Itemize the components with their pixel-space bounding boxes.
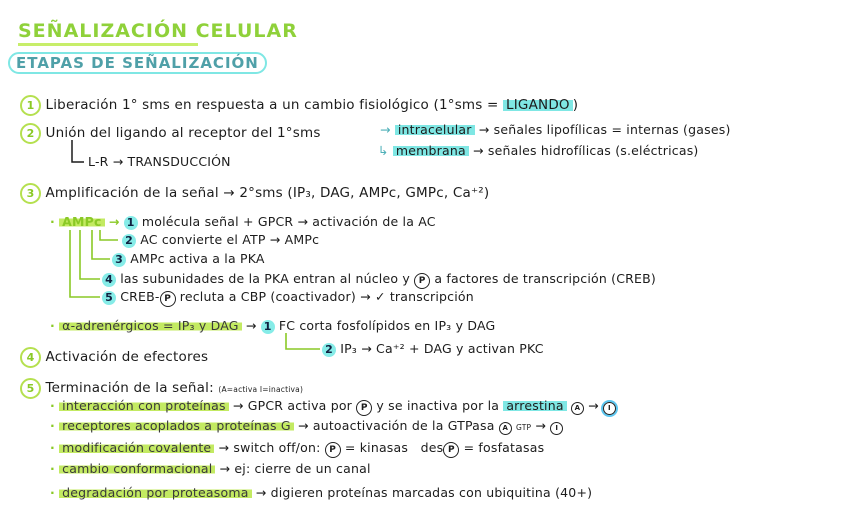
alfa-highlight: α-adrenérgicos = IP₃ y DAG bbox=[59, 318, 242, 333]
term-row-2: · receptores acoplados a proteínas G → autoactivación de la GTPasa A GTP → I bbox=[50, 418, 563, 435]
arrestina-highlight: arrestina bbox=[503, 398, 566, 413]
intracelular-highlight: intracelular bbox=[395, 122, 475, 137]
alfa-item-2-number: 2 bbox=[322, 343, 336, 357]
phosphate-icon: P bbox=[160, 291, 176, 307]
ampc-highlight: AMPc bbox=[59, 214, 104, 229]
term-4-highlight: cambio conformacional bbox=[59, 461, 215, 476]
branch-a-text: señales lipofílicas = internas (gases) bbox=[493, 122, 731, 137]
step-1-number: 1 bbox=[20, 95, 41, 116]
ampc-item-2-row bbox=[122, 232, 319, 248]
branch-b-text: señales hidrofílicas (s.eléctricas) bbox=[487, 143, 699, 158]
subtitle: ETAPAS DE SEÑALIZACIÓN bbox=[8, 52, 267, 74]
ampc-item-1-number: 1 bbox=[124, 216, 138, 230]
phosphate-icon: P bbox=[414, 273, 430, 289]
term-1-highlight: interacción con proteínas bbox=[59, 398, 229, 413]
term-row-1: · interacción con proteínas → GPCR activa por P y se inactiva por la arrestina A → I bbox=[50, 398, 616, 416]
step-5-number: 5 bbox=[20, 378, 41, 399]
step-4-text: Activación de efectores bbox=[45, 349, 209, 365]
title-underline bbox=[18, 43, 198, 46]
kinasas-text: = kinasas bbox=[344, 440, 409, 455]
des-text: des bbox=[420, 440, 444, 455]
alfa-item-2-row bbox=[322, 341, 544, 357]
phosphate-icon: P bbox=[356, 400, 372, 416]
ampc-row: · AMPc → 1 molécula señal + GPCR → activación de la AC bbox=[50, 214, 436, 229]
term-4-text: ej: cierre de un canal bbox=[234, 461, 371, 476]
term-1-text-b: y se inactiva por la bbox=[376, 398, 500, 413]
ligando-highlight: LIGANDO bbox=[503, 97, 573, 113]
term-2-text: autoactivación de la GTPasa bbox=[312, 418, 495, 433]
alfa-item-2: IP₃ → Ca⁺² + DAG y activan PKC bbox=[340, 341, 544, 356]
step-2-branch-a: → intracelular → señales lipofílicas = internas (gases) bbox=[380, 122, 731, 137]
ampc-item-3-row bbox=[112, 251, 265, 267]
step-3-text: Amplificación de la señal → 2°sms (IP₃, DAG, AMPc, GMPc, Ca⁺²) bbox=[45, 185, 490, 201]
step-1 bbox=[20, 95, 578, 116]
alfa-item-1: FC corta fosfolípidos en IP₃ y DAG bbox=[278, 318, 496, 333]
fosfatasas-text: = fosfatasas bbox=[463, 440, 545, 455]
term-2-highlight: receptores acoplados a proteínas G bbox=[59, 418, 294, 433]
ampc-item-2: AC convierte el ATP → AMPc bbox=[140, 232, 320, 247]
inactive-receptor-icon: I bbox=[603, 402, 616, 415]
step-4 bbox=[20, 347, 208, 368]
term-row-4: · cambio conformacional → ej: cierre de un canal bbox=[50, 461, 371, 476]
term-3-highlight: modificación covalente bbox=[59, 440, 214, 455]
term-row-3: · modificación covalente → switch off/on: P = kinasas des P = fosfatasas bbox=[50, 440, 544, 458]
ampc-item-4-row bbox=[102, 271, 656, 289]
step-5-note: (A=activa I=inactiva) bbox=[218, 385, 304, 394]
ampc-item-5-row bbox=[102, 289, 474, 307]
term-1-text: GPCR activa por bbox=[247, 398, 353, 413]
ampc-item-3: AMPc activa a la PKA bbox=[130, 251, 265, 266]
ampc-item-5b: recluta a CBP (coactivador) → ✓ transcripción bbox=[179, 289, 474, 304]
ampc-item-4-number: 4 bbox=[102, 273, 116, 287]
active-receptor-icon: A bbox=[571, 402, 584, 415]
phosphate-icon: P bbox=[443, 442, 459, 458]
step-2 bbox=[20, 123, 321, 144]
ampc-item-4: las subunidades de la PKA entran al núcleo y bbox=[120, 271, 410, 286]
page-title: SEÑALIZACIÓN CELULAR bbox=[18, 20, 298, 42]
inactive-g-protein-icon: I bbox=[550, 422, 563, 435]
ampc-item-4b: a factores de transcripción (CREB) bbox=[434, 271, 656, 286]
step-3 bbox=[20, 183, 489, 204]
step-5 bbox=[20, 378, 303, 399]
term-5-highlight: degradación por proteasoma bbox=[59, 485, 251, 500]
ampc-item-2-number: 2 bbox=[122, 234, 136, 248]
term-5-text: digieren proteínas marcadas con ubiquitina (40+) bbox=[270, 485, 593, 500]
phosphate-icon: P bbox=[325, 442, 341, 458]
alfa-row: · α-adrenérgicos = IP₃ y DAG → 1 FC corta fosfolípidos en IP₃ y DAG bbox=[50, 318, 496, 333]
gtp-label: GTP bbox=[516, 423, 532, 432]
membrana-highlight: membrana bbox=[393, 143, 469, 158]
term-row-5: · degradación por proteasoma → digieren proteínas marcadas con ubiquitina (40+) bbox=[50, 485, 593, 500]
lr-transduction: L-R → TRANSDUCCIÓN bbox=[88, 154, 231, 169]
step-3-number: 3 bbox=[20, 183, 41, 204]
ampc-item-3-number: 3 bbox=[112, 253, 126, 267]
alfa-item-1-number: 1 bbox=[261, 320, 275, 334]
step-2-branch-b: ↳ membrana → señales hidrofílicas (s.eléctricas) bbox=[378, 143, 699, 158]
step-2-number: 2 bbox=[20, 123, 41, 144]
step-2-text: Unión del ligando al receptor del 1°sms bbox=[45, 125, 321, 141]
step-5-text: Terminación de la señal: bbox=[45, 380, 214, 396]
step-4-number: 4 bbox=[20, 347, 41, 368]
ampc-item-5-number: 5 bbox=[102, 291, 116, 305]
active-g-protein-icon: A bbox=[499, 422, 512, 435]
ampc-item-1: molécula señal + GPCR → activación de la AC bbox=[141, 214, 436, 229]
step-1-text: Liberación 1° sms en respuesta a un cambio fisiológico (1°sms = bbox=[45, 97, 504, 113]
term-3-text: switch off/on: bbox=[233, 440, 321, 455]
ampc-item-5: CREB- bbox=[120, 289, 160, 304]
step-1-close: ) bbox=[572, 97, 579, 113]
